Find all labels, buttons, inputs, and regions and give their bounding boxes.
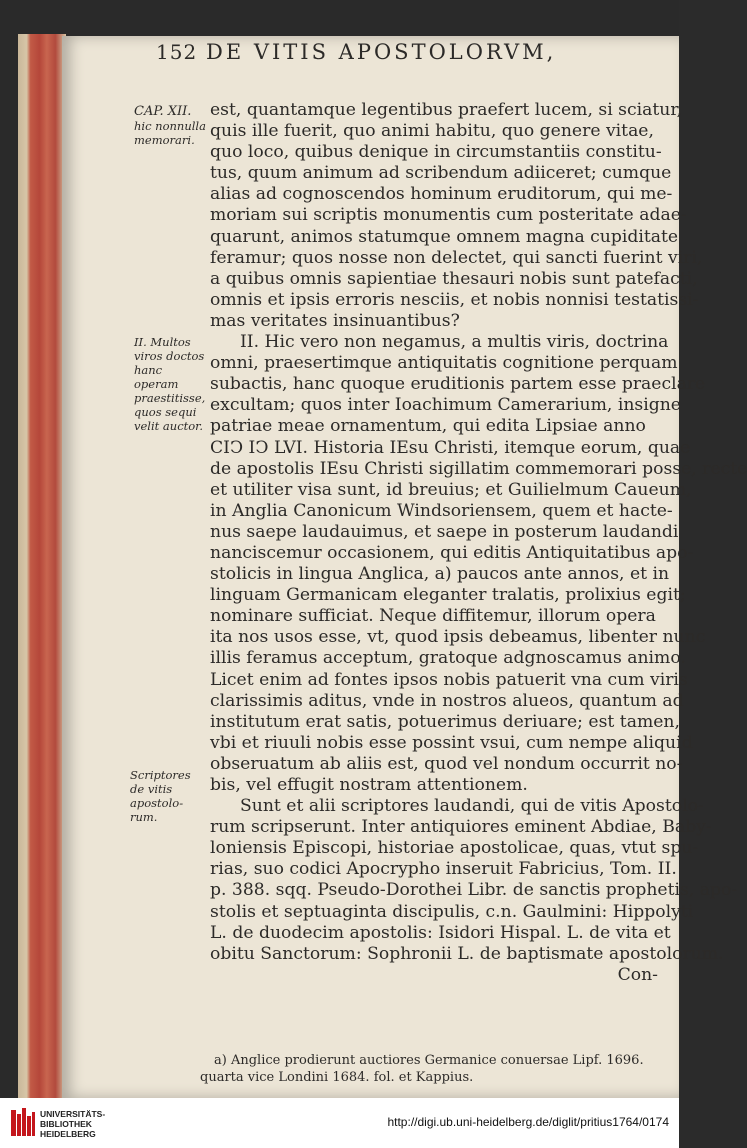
text-line: ita nos usos esse, vt, quod ipsis debeamus, libenter nunc: [210, 627, 706, 648]
margin-note-heading: II. Multos: [134, 335, 191, 349]
text-line: loniensis Episcopi, historiae apostolicae, quas, vtut spu-: [210, 838, 699, 859]
book-edge: [18, 34, 66, 1104]
text-line: quarunt, animos statumque omnem magna cupiditate: [210, 226, 679, 247]
text-line: linguam Germanicam eleganter tralatis, prolixius egit;: [210, 585, 686, 606]
footnote-line: a) Anglice prodierunt auctiores Germanice conuersae Lipf. 1696.: [214, 1053, 644, 1068]
margin-note-scriptores: [130, 768, 206, 824]
text-line: Con-: [617, 964, 658, 985]
text-line: Licet enim ad fontes ipsos nobis patuerit vna cum viris: [210, 669, 688, 690]
text-line: a quibus omnis sapientiae thesauri nobis sunt patefacti,: [210, 268, 698, 289]
text-line: illis feramus acceptum, gratoque adgnoscamus animo.: [210, 648, 686, 669]
text-line: nus saepe laudauimus, et saepe in posterum laudandi: [210, 521, 679, 542]
text-line: nanciscemur occasionem, qui editis Antiquitatibus apo-: [210, 542, 694, 563]
text-line: Sunt et alii scriptores laudandi, qui de vitis Apostolo-: [240, 796, 704, 817]
text-line: clarissimis aditus, vnde in nostros alueos, quantum ad: [210, 690, 684, 711]
margin-note-line: velit auctor.: [134, 419, 204, 433]
margin-note-multos-viros: [134, 335, 210, 433]
text-line: nominare sufficiat. Neque diffitemur, illorum opera: [210, 606, 656, 627]
footnote: [200, 1052, 652, 1086]
page-number: 152: [156, 40, 198, 64]
text-line: institutum erat satis, potuerimus deriuare; est tamen,: [210, 711, 680, 732]
margin-note-line: praestitisse,: [134, 391, 206, 405]
margin-note-cap-xii: [134, 104, 210, 147]
text-line: moriam sui scriptis monumentis cum posteritate adae-: [210, 205, 687, 226]
margin-note-heading: Scriptores: [130, 768, 191, 782]
text-line: CIↃ IↃ LVI. Historia IEsu Christi, itemque eorum, quae: [210, 437, 691, 458]
text-line: stolis et septuaginta discipulis, c.n. Gaulmini: Hippolyti: [210, 901, 694, 922]
margin-note-line: memorari.: [134, 133, 195, 147]
text-line: rias, suo codici Apocrypho inseruit Fabricius, Tom. II.: [210, 859, 677, 880]
footer-bar: [0, 1098, 679, 1148]
library-name-line: HEIDELBERG: [40, 1129, 96, 1139]
margin-note-line: apostolo-: [130, 796, 184, 810]
text-line: p. 388. sqq. Pseudo-Dorothei Libr. de sanctis prophetis, apo-: [210, 880, 738, 901]
text-line: quis ille fuerit, quo animi habitu, quo genere vitae,: [210, 121, 654, 142]
page-header: [156, 40, 656, 70]
text-line: alias ad cognoscendos hominum eruditorum, qui me-: [210, 184, 673, 205]
text-line: obitu Sanctorum: Sophronii L. de baptismate apostolorum.: [210, 943, 724, 964]
text-line: subactis, hanc quoque eruditionis partem esse praeclare: [210, 374, 706, 395]
text-line: bis, vel effugit nostram attentionem.: [210, 775, 528, 795]
margin-note-line: viros doctos: [134, 349, 205, 363]
text-line: rum scripserunt. Inter antiquiores eminent Abdiae, Baby-: [210, 817, 712, 838]
text-line: et utiliter visa sunt, id breuius; et Guilielmum Caueum,: [210, 479, 692, 500]
margin-note-line: de vitis: [130, 782, 173, 796]
text-line: excultam; quos inter Ioachimum Camerarium, insigne: [210, 395, 681, 416]
text-line: II. Hic vero non negamus, a multis viris, doctrina: [240, 332, 669, 353]
library-name: [40, 1109, 105, 1139]
text-line: in Anglia Canonicum Windsoriensem, quem et hacte-: [210, 500, 673, 521]
text-line: tus, quum animum ad scribendum adiiceret; cumque: [210, 163, 672, 184]
text-line: obseruatum ab aliis est, quod vel nondum occurrit no-: [210, 753, 683, 774]
source-url-link[interactable]: http://digi.ub.uni-heidelberg.de/diglit/pritius1764/0174: [387, 1115, 669, 1129]
library-name-line: UNIVERSITÄTS-: [40, 1109, 106, 1119]
body-text: [210, 100, 747, 986]
university-library-logo-icon: [8, 1106, 38, 1140]
margin-note-line: hanc operam: [134, 363, 179, 391]
text-line: L. de duodecim apostolis: Isidori Hispal. L. de vita et: [210, 922, 671, 943]
text-line: est, quantamque legentibus praefert lucem, si sciatur,: [210, 100, 683, 120]
text-line: de apostolis IEsu Christi sigillatim commemorari posse, recte: [210, 458, 747, 479]
footnote-line: quarta vice Londini 1684. fol. et Kappius.: [200, 1070, 474, 1085]
running-head: DE VITIS APOSTOLORVM,: [206, 40, 557, 64]
text-line: quo loco, quibus denique in circumstantiis constitu-: [210, 142, 662, 163]
margin-note-line: hic nonnulla: [134, 119, 206, 133]
margin-note-heading: CAP. XII.: [134, 104, 192, 119]
text-line: feramur; quos nosse non delectet, qui sancti fuerint viri,: [210, 247, 703, 268]
margin-note-line: rum.: [130, 810, 158, 824]
text-line: omnis et ipsis erroris nesciis, et nobis nonnisi testatissi-: [210, 289, 699, 310]
text-line: mas veritates insinuantibus?: [210, 310, 460, 331]
library-name-line: BIBLIOTHEK: [40, 1119, 92, 1129]
text-line: patriae meae ornamentum, qui edita Lipsiae anno: [210, 416, 646, 437]
text-line: vbi et riuuli nobis esse possint vsui, cum nempe aliquid: [210, 732, 693, 753]
margin-note-line: quos sequi: [134, 405, 197, 419]
text-line: stolicis in lingua Anglica, a) paucos ante annos, et in: [210, 564, 670, 585]
text-line: omni, praesertimque antiquitatis cognitione perquam: [210, 353, 678, 374]
